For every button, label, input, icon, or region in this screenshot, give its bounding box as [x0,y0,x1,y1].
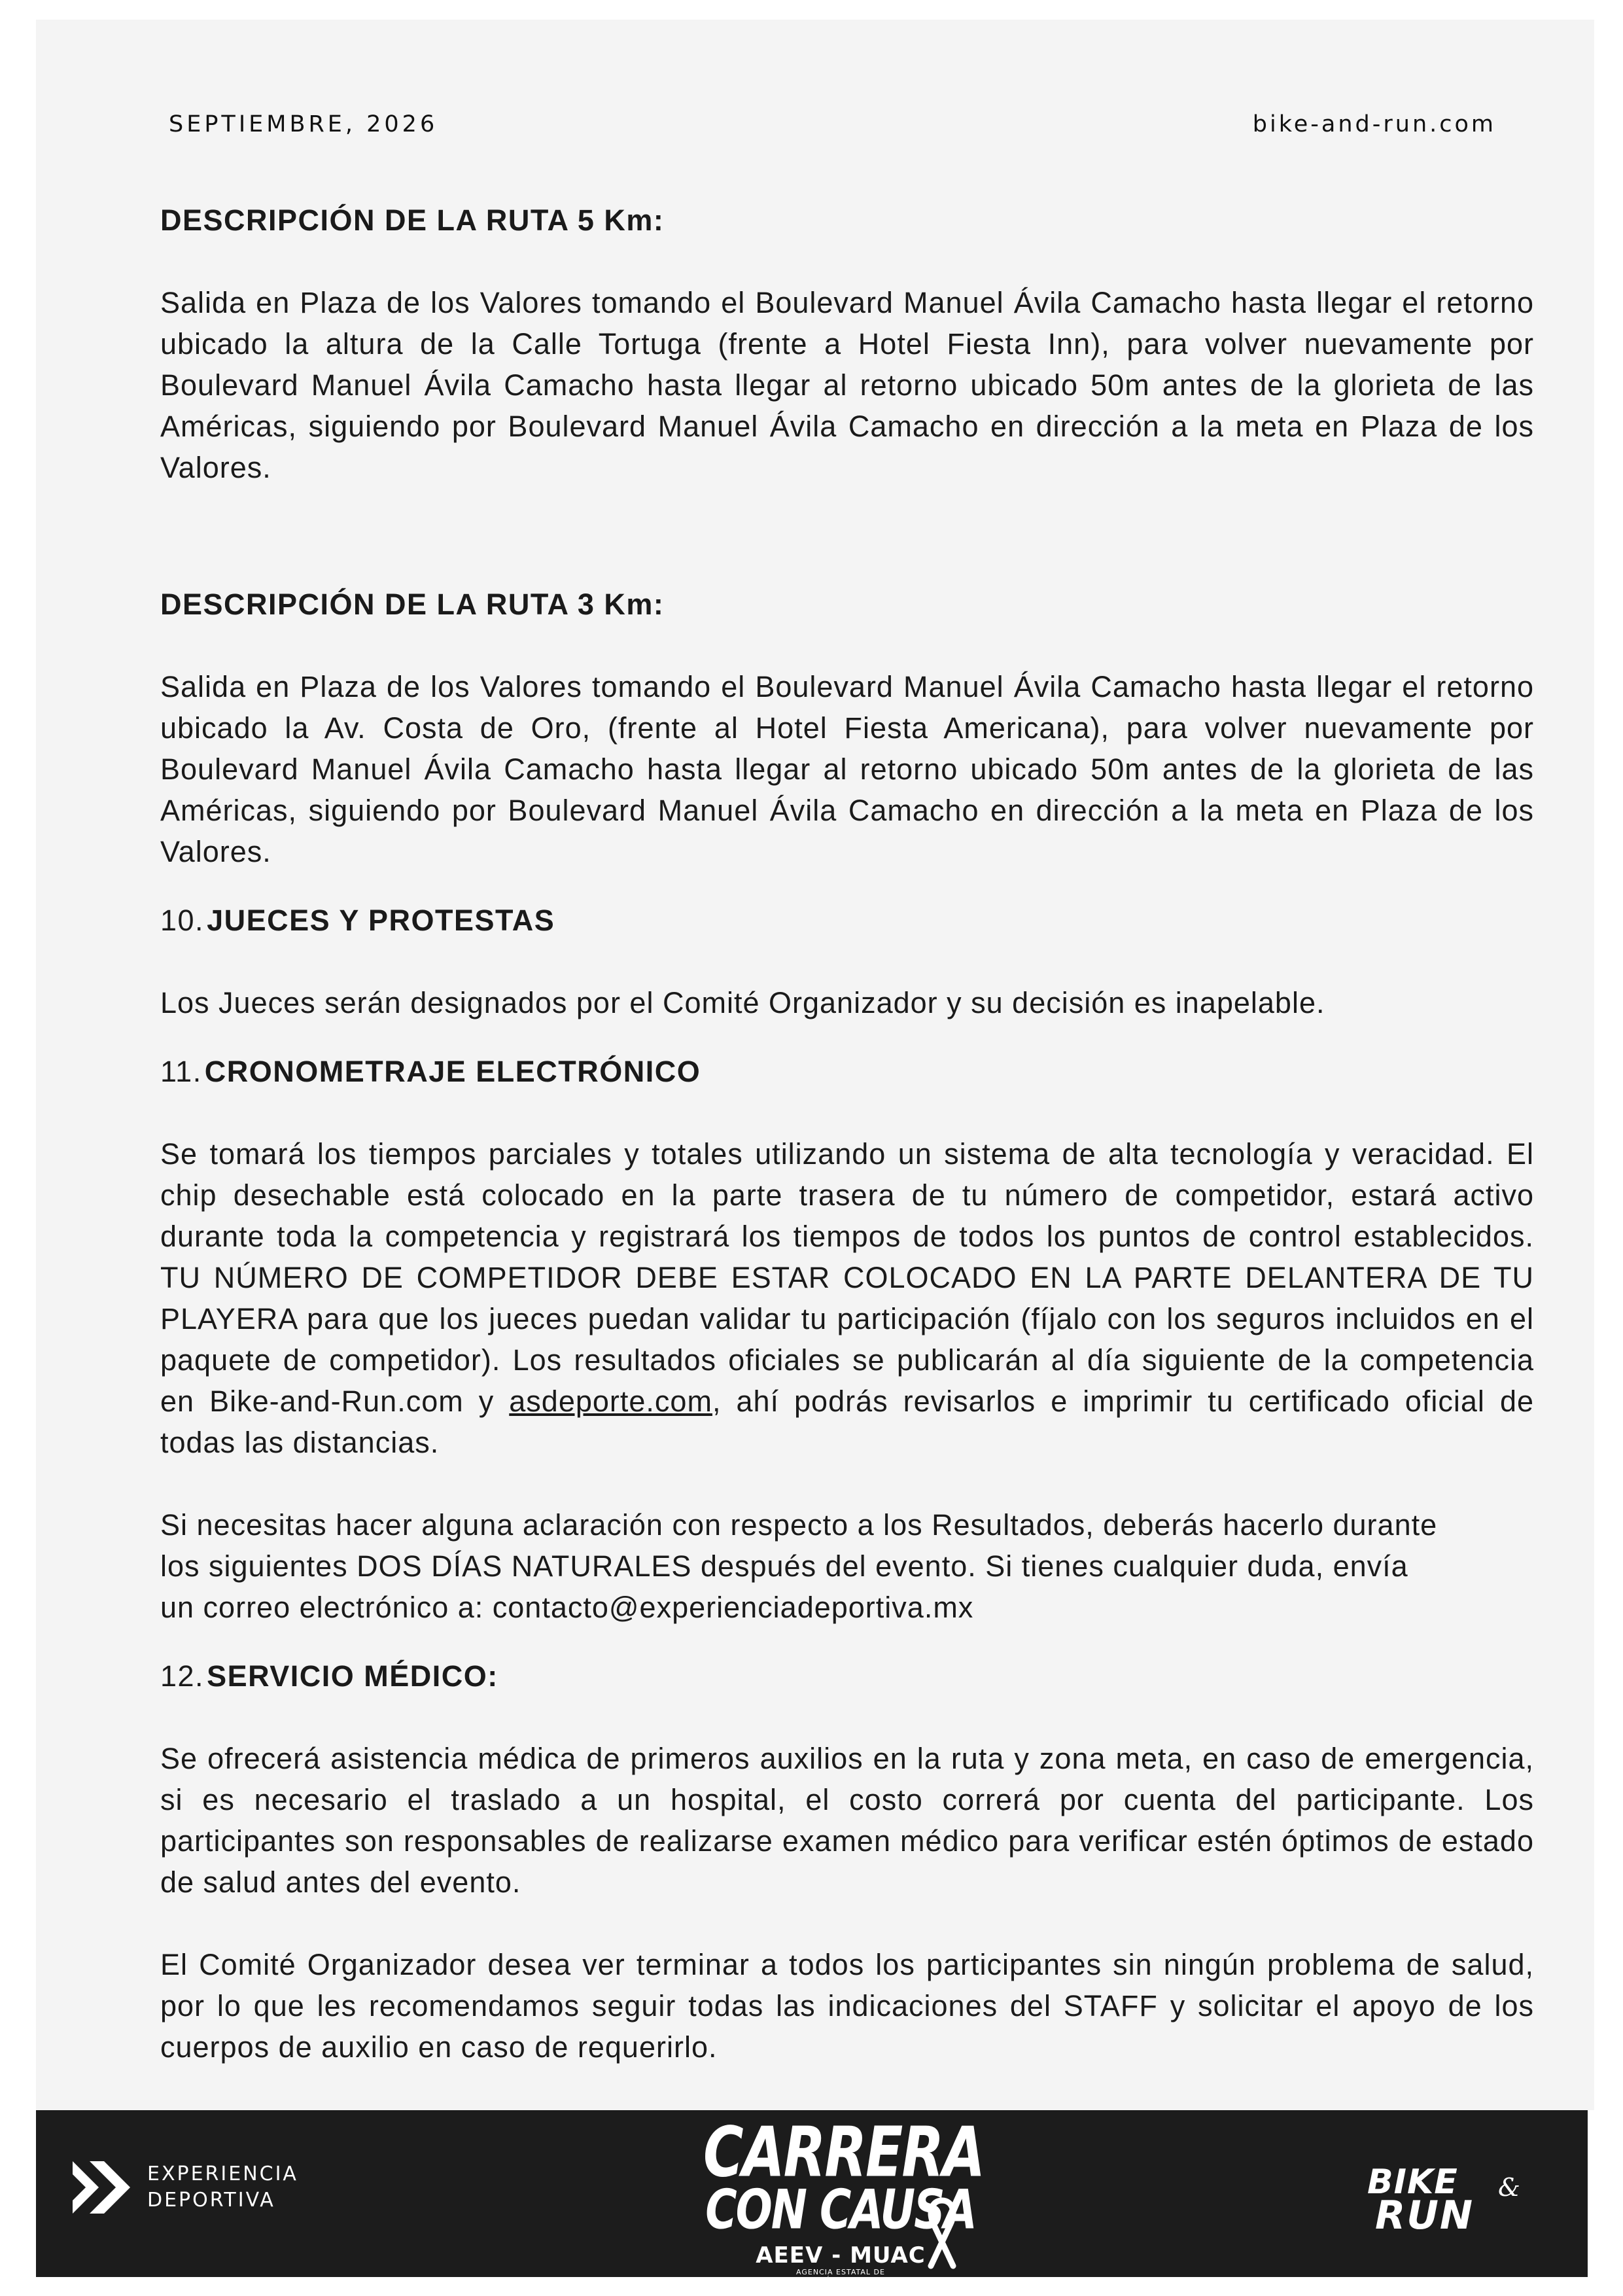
logo-small-line-1: AGENCIA ESTATAL DE [796,2268,885,2276]
logo-line-carrera: CARRERA [703,2111,985,2193]
logo-line-con-causa: CON CAUSA [705,2178,976,2242]
section-number: 10. [160,904,205,937]
servicio-medico-paragraph-1: Se ofrecerá asistencia médica de primeros auxilios en la ruta y zona meta, en caso de emergencia, si es necesario el traslado a un hospital, el costo correrá por cuenta del participante. Los participantes son responsables de realizarse examen médico para verificar estén óptimos de estado de salud antes del evento. [160,1742,1534,1899]
cronometraje-description [160,1133,1534,1463]
experiencia-deportiva-logo [70,2156,298,2219]
bike-and-run-logo [1362,2163,1558,2238]
footer-banner [36,2110,1588,2284]
section-title: CRONOMETRAJE ELECTRÓNICO [204,1055,701,1088]
header-website: bike-and-run.com [1252,111,1496,137]
experiencia-deportiva-line-1: EXPERIENCIA [147,2163,298,2185]
cronometraje-text-pre: Se tomará los tiempos parciales y totales utilizando un sistema de alta tecnología y veracidad. El chip desechable está colocado en la parte trasera de tu número de competidor, estará activo durante toda la competencia y registrará los tiempos de todos los puntos de control establecidos. TU NÚMERO DE COMPETIDOR DEBE ESTAR COLOCADO EN LA PARTE DELANTERA DE TU PLAYERA para que los jueces puedan validar tu participación (fíjalo con los seguros incluidos en el paquete de competidor). Los resultados oficiales se publicarán al día siguiente de la competencia en Bike-and-Run.com y [160,1137,1534,1418]
header-date: SEPTIEMBRE, 2026 [169,111,438,137]
double-chevron-icon [70,2156,133,2219]
bike-and-run-line-2: RUN [1375,2193,1475,2238]
section-title-ruta-3km: DESCRIPCIÓN DE LA RUTA 3 Km: [160,588,665,621]
experiencia-deportiva-line-2: DEPORTIVA [147,2189,275,2212]
carrera-con-causa-logo [703,2111,985,2284]
logo-small-line-2: ENERGÍA VERACRUZ [798,2276,883,2284]
section-title-ruta-5km: DESCRIPCIÓN DE LA RUTA 5 Km: [160,203,665,237]
logo-line-aeev-muac: AEEV - MUAC [756,2242,926,2269]
section-title: JUECES Y PROTESTAS [207,904,555,937]
document-body [160,200,1534,2068]
section-heading-jueces [160,900,1534,941]
section-number: 12. [160,1659,205,1693]
section-heading-servicio-medico [160,1655,1534,1697]
aclaracion-paragraph [160,1504,1534,1628]
document-page [36,20,1594,2110]
ruta-3km-description: Salida en Plaza de los Valores tomando el Boulevard Manuel Ávila Camacho hasta llegar el retorno ubicado la Av. Costa de Oro, (frente al Hotel Fiesta Americana), para volver nuevamente por Boulevard Manuel Ávila Camacho hasta llegar al retorno ubicado 50m antes de la glorieta de las Américas, siguiendo por Boulevard Manuel Ávila Camacho en dirección a la meta en Plaza de los Valores. [160,670,1534,868]
section-heading-cronometraje [160,1051,1534,1092]
section-number: 11. [160,1055,202,1088]
servicio-medico-paragraph-2: El Comité Organizador desea ver terminar a todos los participantes sin ningún problema de salud, por lo que les recomendamos seguir todas las indicaciones del STAFF y solicitar el apoyo de los cuerpos de auxilio en caso de requerirlo. [160,1948,1534,2064]
asdeporte-link[interactable]: asdeporte.com [509,1385,712,1418]
ruta-5km-description: Salida en Plaza de los Valores tomando el Boulevard Manuel Ávila Camacho hasta llegar el retorno ubicado la altura de la Calle Tortuga (frente a Hotel Fiesta Inn), para volver nuevamente por Boulevard Manuel Ávila Camacho hasta llegar al retorno ubicado 50m antes de la glorieta de las Américas, siguiendo por Boulevard Manuel Ávila Camacho en dirección a la meta en Plaza de los Valores. [160,286,1534,484]
cronometraje-text-post: , ahí podrás revisarlos e imprimir tu certificado oficial de todas las distancias. [160,1385,1534,1459]
aclaracion-line-2: los siguientes DOS DÍAS NATURALES después del evento. Si tienes cualquier duda, envía [160,1549,1408,1583]
bike-and-run-line-1: BIKE [1367,2163,1458,2202]
bike-and-run-ampersand: & [1498,2173,1520,2202]
aclaracion-line-1: Si necesitas hacer alguna aclaración con respecto a los Resultados, deberás hacerlo durante [160,1508,1438,1542]
jueces-description: Los Jueces serán designados por el Comité Organizador y su decisión es inapelable. [160,986,1325,1019]
awareness-ribbon-icon [919,2194,965,2272]
section-title: SERVICIO MÉDICO: [207,1659,498,1693]
aclaracion-line-3: un correo electrónico a: contacto@experienciadeportiva.mx [160,1591,974,1624]
